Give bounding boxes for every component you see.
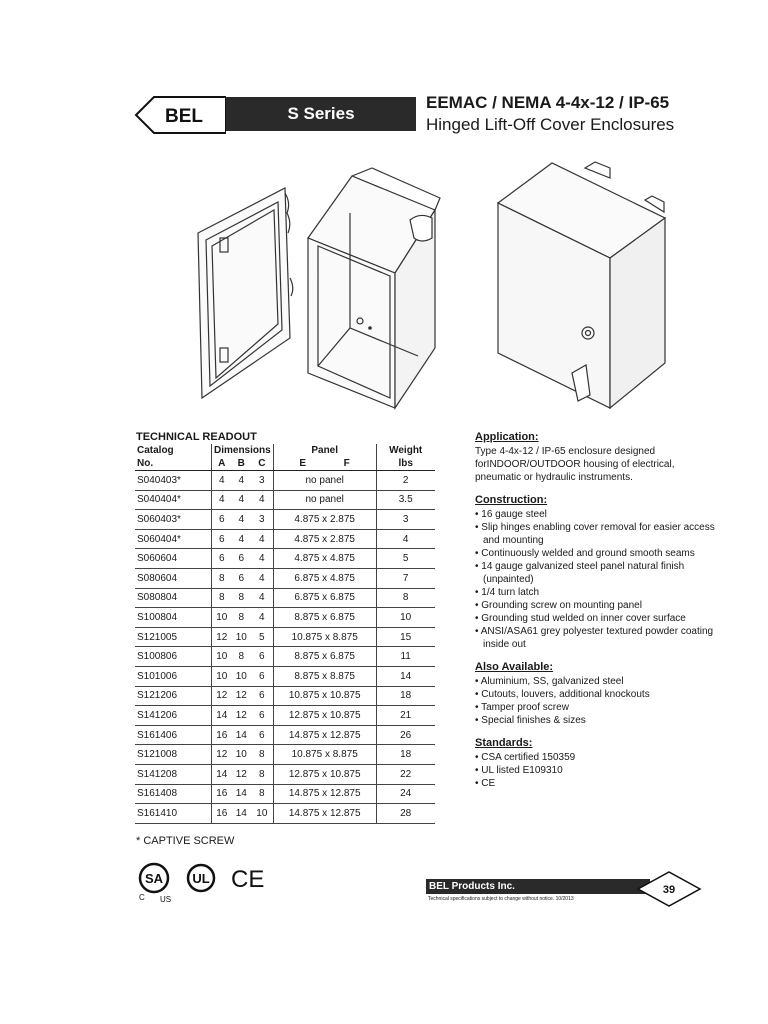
page-subtitle: Hinged Lift-Off Cover Enclosures <box>426 115 675 134</box>
cell-a: 6 <box>212 549 232 569</box>
open-box-drawing <box>308 168 440 408</box>
list-item: • ANSI/ASA61 grey polyester textured powder coating inside out <box>475 625 715 651</box>
cell-a: 4 <box>212 471 232 491</box>
cell-catalog: S121005 <box>135 627 212 647</box>
cell-a: 6 <box>212 529 232 549</box>
cell-weight: 18 <box>376 745 435 765</box>
cell-catalog: S141206 <box>135 706 212 726</box>
cell-weight: 24 <box>376 784 435 804</box>
cell-c: 8 <box>251 764 273 784</box>
csa-mark-icon <box>139 864 171 904</box>
svg-text:C: C <box>139 893 145 902</box>
cell-b: 12 <box>232 706 251 726</box>
table-row <box>135 608 435 628</box>
col-ef-header <box>273 457 376 471</box>
table-row <box>135 568 435 588</box>
cell-weight: 3 <box>376 510 435 530</box>
list-item: • Cutouts, louvers, additional knockouts <box>475 688 715 701</box>
bel-logo <box>134 95 226 135</box>
cell-catalog: S060404* <box>135 529 212 549</box>
list-item: • CSA certified 150359 <box>475 751 715 764</box>
enclosure-illustration <box>190 158 680 413</box>
col-a-header: A <box>212 457 232 471</box>
cell-b: 14 <box>232 725 251 745</box>
cell-c: 6 <box>251 647 273 667</box>
cell-a: 12 <box>212 745 232 765</box>
cell-c: 4 <box>251 568 273 588</box>
construction-list <box>475 508 715 651</box>
ul-mark-icon <box>188 865 214 891</box>
cell-catalog: S040403* <box>135 471 212 491</box>
cell-c: 5 <box>251 627 273 647</box>
cell-a: 14 <box>212 706 232 726</box>
cell-catalog: S100806 <box>135 647 212 667</box>
list-item: • Grounding stud welded on inner cover surface <box>475 612 715 625</box>
cell-c: 4 <box>251 529 273 549</box>
spec-table <box>135 444 435 824</box>
table-row <box>135 510 435 530</box>
cell-b: 4 <box>232 471 251 491</box>
cell-catalog: S040404* <box>135 490 212 510</box>
cell-weight: 11 <box>376 647 435 667</box>
table-row <box>135 627 435 647</box>
cell-panel: 6.875 x 6.875 <box>273 588 376 608</box>
cell-catalog: S100804 <box>135 608 212 628</box>
cell-a: 6 <box>212 510 232 530</box>
also-available-title: Also Available: <box>475 661 554 673</box>
cell-weight: 2 <box>376 471 435 491</box>
cell-b: 4 <box>232 490 251 510</box>
cell-catalog: S161410 <box>135 804 212 824</box>
cell-panel: 12.875 x 10.875 <box>273 706 376 726</box>
list-item: • 16 gauge steel <box>475 508 715 521</box>
cell-c: 6 <box>251 666 273 686</box>
table-row <box>135 784 435 804</box>
list-item: • CE <box>475 777 715 790</box>
cell-panel: 10.875 x 10.875 <box>273 686 376 706</box>
cell-b: 4 <box>232 510 251 530</box>
table-row <box>135 588 435 608</box>
cell-a: 10 <box>212 666 232 686</box>
cell-b: 8 <box>232 647 251 667</box>
cell-catalog: S161406 <box>135 725 212 745</box>
construction-title: Construction: <box>475 494 548 506</box>
cell-c: 4 <box>251 490 273 510</box>
cell-c: 3 <box>251 471 273 491</box>
cell-panel: 8.875 x 6.875 <box>273 647 376 667</box>
col-catalog-subheader: No. <box>135 457 212 471</box>
table-row <box>135 647 435 667</box>
table-row <box>135 549 435 569</box>
list-item: • 1/4 turn latch <box>475 586 715 599</box>
cell-a: 10 <box>212 608 232 628</box>
cell-weight: 21 <box>376 706 435 726</box>
cell-c: 8 <box>251 784 273 804</box>
cell-a: 16 <box>212 784 232 804</box>
cell-panel: 4.875 x 2.875 <box>273 510 376 530</box>
cell-a: 8 <box>212 568 232 588</box>
cell-b: 12 <box>232 764 251 784</box>
cell-c: 10 <box>251 804 273 824</box>
cell-a: 16 <box>212 804 232 824</box>
list-item: • Slip hinges enabling cover removal for easier access and mounting <box>475 521 715 547</box>
cell-panel: 14.875 x 12.875 <box>273 725 376 745</box>
cell-b: 4 <box>232 529 251 549</box>
cell-c: 6 <box>251 725 273 745</box>
cell-b: 10 <box>232 627 251 647</box>
cell-panel: 14.875 x 12.875 <box>273 784 376 804</box>
table-row <box>135 471 435 491</box>
col-e-header: E <box>299 458 307 469</box>
list-item: • Tamper proof screw <box>475 701 715 714</box>
svg-text:CE: CE <box>231 866 265 893</box>
cell-c: 6 <box>251 706 273 726</box>
cell-c: 3 <box>251 510 273 530</box>
cell-panel: 14.875 x 12.875 <box>273 804 376 824</box>
list-item: • Special finishes & sizes <box>475 714 715 727</box>
col-weight-header: Weight <box>389 445 423 456</box>
cell-panel: 4.875 x 2.875 <box>273 529 376 549</box>
cell-panel: 10.875 x 8.875 <box>273 627 376 647</box>
table-row <box>135 666 435 686</box>
cell-c: 4 <box>251 608 273 628</box>
cell-panel: no panel <box>273 490 376 510</box>
cell-catalog: S080804 <box>135 588 212 608</box>
cell-catalog: S121008 <box>135 745 212 765</box>
cell-weight: 3.5 <box>376 490 435 510</box>
ce-mark-icon <box>231 866 264 893</box>
cell-catalog: S121206 <box>135 686 212 706</box>
cell-panel: 8.875 x 8.875 <box>273 666 376 686</box>
application-text: Type 4-4x-12 / IP-65 enclosure designed forINDOOR/OUTDOOR housing of electrical, pneumatic or hydraulic instruments. <box>475 446 675 483</box>
standards-title: Standards: <box>475 737 533 749</box>
table-row <box>135 686 435 706</box>
col-panel-header: Panel <box>273 444 376 457</box>
series-banner: S Series <box>226 97 416 131</box>
list-item: • Aluminium, SS, galvanized steel <box>475 675 715 688</box>
closed-box-drawing <box>498 162 665 408</box>
cell-c: 4 <box>251 588 273 608</box>
list-item: • Grounding screw on mounting panel <box>475 599 715 612</box>
cell-b: 8 <box>232 608 251 628</box>
cell-b: 14 <box>232 804 251 824</box>
cell-weight: 18 <box>376 686 435 706</box>
cell-b: 8 <box>232 588 251 608</box>
table-footnote: * CAPTIVE SCREW <box>136 835 235 847</box>
page-number-badge <box>636 870 702 908</box>
cell-catalog: S101006 <box>135 666 212 686</box>
svg-text:UL: UL <box>192 871 210 886</box>
cell-weight: 15 <box>376 627 435 647</box>
col-weight-subheader: lbs <box>376 457 435 471</box>
col-f-header: F <box>343 458 350 469</box>
page-number: 39 <box>662 884 676 896</box>
cell-b: 6 <box>232 568 251 588</box>
cell-panel: 8.875 x 6.875 <box>273 608 376 628</box>
table-row <box>135 490 435 510</box>
table-row <box>135 725 435 745</box>
cell-b: 14 <box>232 784 251 804</box>
cell-weight: 10 <box>376 608 435 628</box>
cell-catalog: S060604 <box>135 549 212 569</box>
cell-a: 12 <box>212 686 232 706</box>
cell-b: 12 <box>232 686 251 706</box>
cell-weight: 14 <box>376 666 435 686</box>
col-c-header: C <box>251 457 273 471</box>
list-item: • Continuously welded and ground smooth seams <box>475 547 715 560</box>
cell-c: 4 <box>251 549 273 569</box>
svg-text:US: US <box>160 895 172 904</box>
footer-note: Technical specifications subject to change without notice. 10/2013 <box>428 896 574 902</box>
cell-c: 8 <box>251 745 273 765</box>
cell-panel: 12.875 x 10.875 <box>273 764 376 784</box>
cell-catalog: S080604 <box>135 568 212 588</box>
cell-panel: 6.875 x 4.875 <box>273 568 376 588</box>
cell-a: 12 <box>212 627 232 647</box>
application-title: Application: <box>475 431 539 443</box>
cell-a: 8 <box>212 588 232 608</box>
brand-text: BEL <box>165 106 203 127</box>
list-item: • 14 gauge galvanized steel panel natural finish (unpainted) <box>475 560 715 586</box>
cell-a: 16 <box>212 725 232 745</box>
cell-b: 10 <box>232 745 251 765</box>
footer-company: BEL Products Inc. <box>426 879 650 894</box>
cell-catalog: S141208 <box>135 764 212 784</box>
standards-list <box>475 751 715 790</box>
cell-b: 10 <box>232 666 251 686</box>
svg-text:SA: SA <box>144 871 164 886</box>
table-row <box>135 706 435 726</box>
cell-weight: 7 <box>376 568 435 588</box>
table-row <box>135 764 435 784</box>
open-door-drawing <box>198 188 293 398</box>
cell-weight: 26 <box>376 725 435 745</box>
list-item: • UL listed E109310 <box>475 764 715 777</box>
cell-b: 6 <box>232 549 251 569</box>
page-title: EEMAC / NEMA 4-4x-12 / IP-65 <box>426 93 670 112</box>
table-heading: TECHNICAL READOUT <box>136 431 257 443</box>
cell-panel: 4.875 x 4.875 <box>273 549 376 569</box>
cell-panel: 10.875 x 8.875 <box>273 745 376 765</box>
cell-weight: 4 <box>376 529 435 549</box>
cell-c: 6 <box>251 686 273 706</box>
table-row <box>135 804 435 824</box>
table-row <box>135 529 435 549</box>
also-available-list <box>475 675 715 727</box>
cell-a: 4 <box>212 490 232 510</box>
cell-panel: no panel <box>273 471 376 491</box>
cell-weight: 28 <box>376 804 435 824</box>
cell-catalog: S161408 <box>135 784 212 804</box>
spec-details <box>475 431 715 800</box>
cell-weight: 22 <box>376 764 435 784</box>
cell-weight: 5 <box>376 549 435 569</box>
col-b-header: B <box>232 457 251 471</box>
cell-catalog: S060403* <box>135 510 212 530</box>
cell-a: 10 <box>212 647 232 667</box>
col-dimensions-header: Dimensions <box>212 444 274 457</box>
cell-weight: 8 <box>376 588 435 608</box>
table-row <box>135 745 435 765</box>
cell-a: 14 <box>212 764 232 784</box>
col-catalog-header: Catalog <box>135 444 212 457</box>
certification-marks <box>136 858 276 904</box>
